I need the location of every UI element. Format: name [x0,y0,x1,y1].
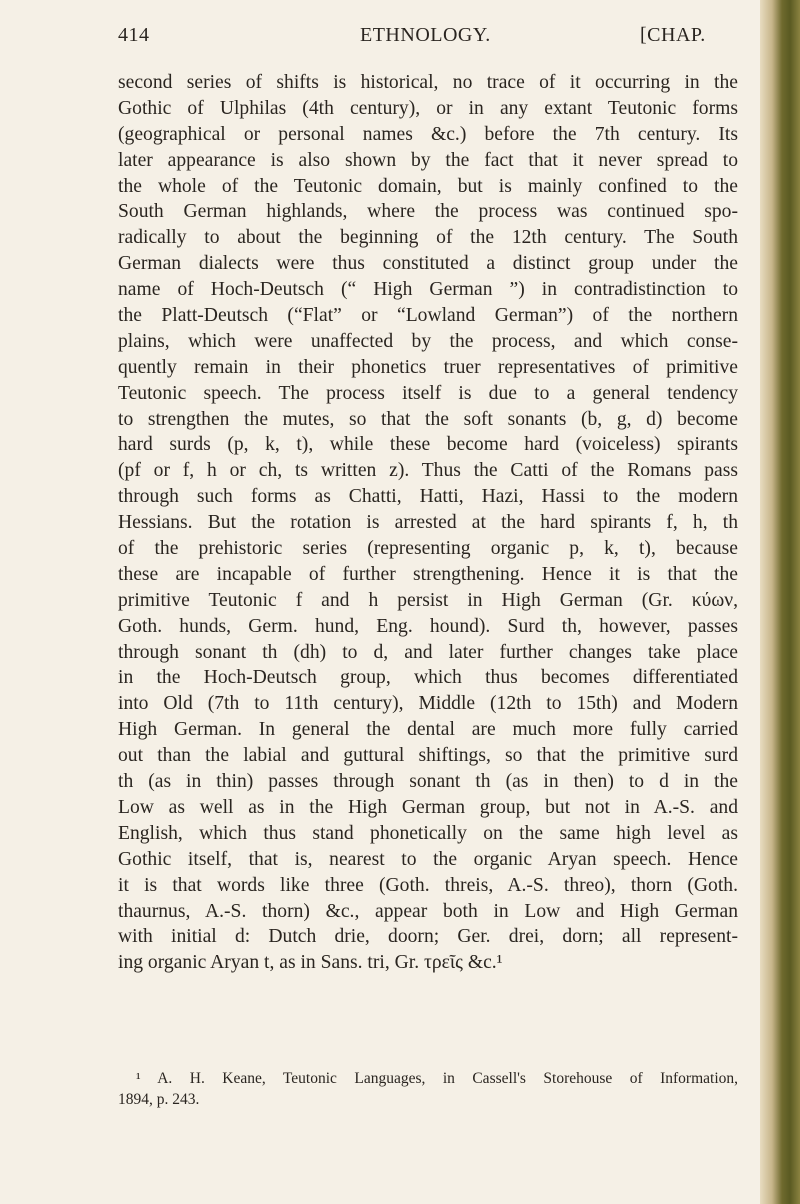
footnote [118,1068,738,1110]
text-line: later appearance is also shown by the fact that it never spread to [118,149,738,171]
text-line: thaurnus, A.-S. thorn) &c., appear both in Low and High German [118,900,738,922]
text-line: the whole of the Teutonic domain, but is mainly confined to the [118,175,738,197]
text-line: the Platt-Deutsch (“Flat” or “Lowland German”) of the northern [118,305,738,327]
text-line: quently remain in their phonetics truer representatives of primitive [118,356,738,378]
text-line: out than the labial and guttural shiftings, so that the primitive surd [118,745,738,767]
text-line: in the Hoch-Deutsch group, which thus becomes differentiated [118,667,738,689]
text-line: it is that words like three (Goth. threis, A.-S. threo), thorn (Goth. [118,874,738,896]
text-line: (pf or f, h or ch, ts written z). Thus the Catti of the Romans pass [118,460,738,482]
body-text [118,70,738,976]
text-line: to strengthen the mutes, so that the soft sonants (b, g, d) become [118,408,738,430]
text-line: radically to about the beginning of the 12th century. The South [118,227,738,249]
text-line: Teutonic speech. The process itself is due to a general tendency [118,382,738,404]
text-line: name of Hoch-Deutsch (“ High German ”) in contradistinction to [118,279,738,301]
text-line: these are incapable of further strengthening. Hence it is that the [118,563,738,585]
text-line: Goth. hunds, Germ. hund, Eng. hound). Surd th, however, passes [118,615,738,637]
footnote-line: ¹ A. H. Keane, Teutonic Languages, in Cassell's Storehouse of Information, [136,1070,738,1087]
text-line: English, which thus stand phonetically on the same high level as [118,822,738,844]
running-header [118,24,738,54]
text-line: German dialects were thus constituted a distinct group under the [118,253,738,275]
text-line: through sonant th (dh) to d, and later further changes take place [118,641,738,663]
text-line: second series of shifts is historical, no trace of it occurring in the [118,72,738,93]
text-line: with initial d: Dutch drie, doorn; Ger. drei, dorn; all represent- [118,926,738,948]
chapter-label: [CHAP. [640,24,706,46]
text-line: through such forms as Chatti, Hatti, Hazi, Hassi to the modern [118,486,738,508]
text-line: (geographical or personal names &c.) before the 7th century. Its [118,123,738,145]
text-line: plains, which were unaffected by the process, and which conse- [118,330,738,352]
text-line: Hessians. But the rotation is arrested at the hard spirants f, h, th [118,512,738,534]
text-line: hard surds (p, k, t), while these become hard (voiceless) spirants [118,434,738,456]
text-line: into Old (7th to 11th century), Middle (12th to 15th) and Modern [118,693,738,715]
text-line: Low as well as in the High German group, but not in A.-S. and [118,796,738,818]
page-edge-binding [760,0,800,1204]
footnote-line: 1894, p. 243. [118,1091,200,1108]
text-line: ing organic Aryan t, as in Sans. tri, Gr. τρεῖς &c.¹ [118,952,503,974]
text-line: th (as in thin) passes through sonant th (as in then) to d in the [118,771,738,793]
text-line: Gothic itself, that is, nearest to the organic Aryan speech. Hence [118,848,738,870]
text-line: Gothic of Ulphilas (4th century), or in any extant Teutonic forms [118,97,738,119]
running-title: ETHNOLOGY. [360,24,491,46]
page-number: 414 [118,24,150,46]
text-line: High German. In general the dental are much more fully carried [118,719,738,741]
text-line: primitive Teutonic f and h persist in High German (Gr. κύων, [118,589,738,611]
text-line: South German highlands, where the process was continued spo- [118,201,738,223]
text-line: of the prehistoric series (representing organic p, k, t), because [118,538,738,560]
